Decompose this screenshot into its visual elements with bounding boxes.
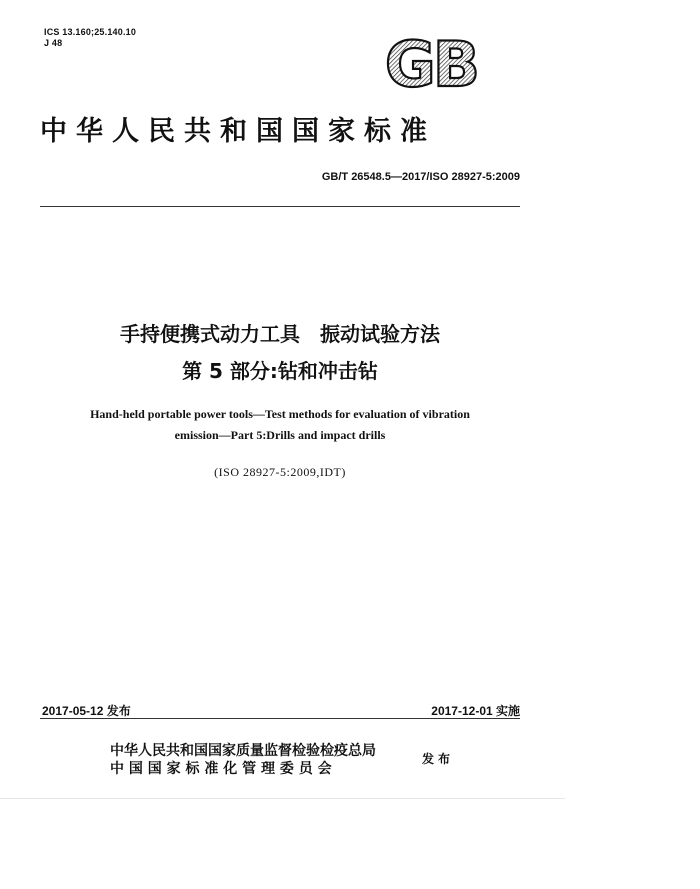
title-cn-line2: 第 5 部分:钻和冲击钻 [182, 359, 378, 383]
national-standard-title: 中华人民共和国国家标准 [40, 116, 436, 147]
issue-action: 发布 [422, 752, 455, 766]
standard-code: GB/T 26548.5—2017/ISO 28927-5:2009 [321, 171, 520, 183]
gb-logo [372, 34, 490, 92]
title-en-line1: Hand-held portable power tools—Test methods for evaluation of vibration [90, 407, 470, 421]
title-en-line2: emission—Part 5:Drills and impact drills [174, 428, 386, 442]
page-bottom-edge [0, 798, 565, 799]
issue-date: 2017-05-12 发布 [42, 704, 131, 718]
adoption-note: (ISO 28927-5:2009,IDT) [214, 465, 346, 479]
ccs-code: J 48 [44, 38, 63, 48]
issuer-line1: 中华人民共和国国家质量监督检验检疫总局 [110, 743, 376, 759]
footer-divider [40, 718, 520, 719]
title-cn-line1: 手持便携式动力工具 振动试验方法 [120, 322, 440, 346]
header-divider [40, 206, 520, 207]
svg-text:GB: GB [384, 34, 478, 92]
issuer-line2: 中 国 国 家 标 准 化 管 理 委 员 会 [110, 761, 332, 777]
ics-code: ICS 13.160;25.140.10 [44, 27, 137, 37]
implement-date: 2017-12-01 实施 [431, 704, 520, 718]
